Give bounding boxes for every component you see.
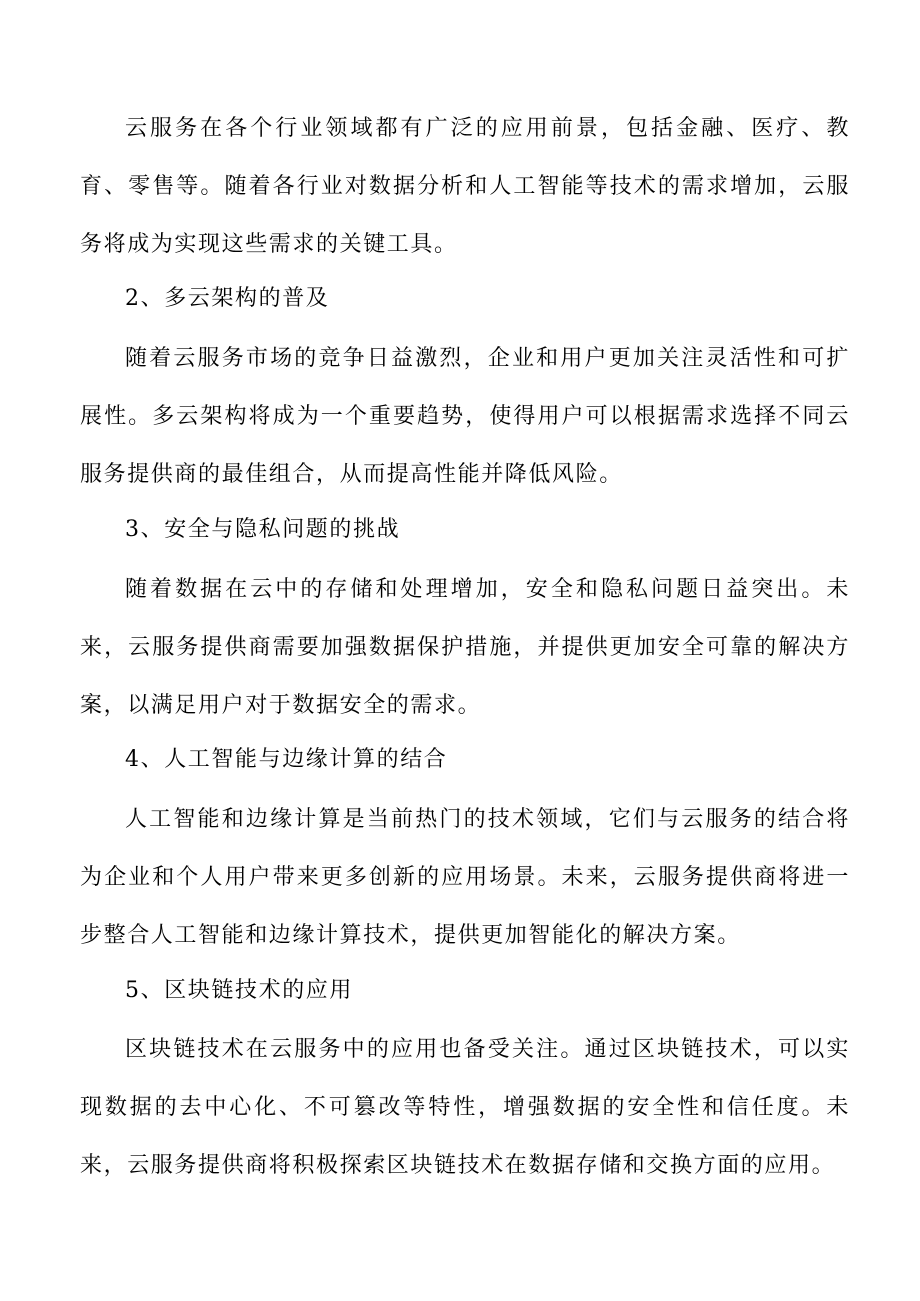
- paragraph-security-privacy: 随着数据在云中的存储和处理增加，安全和隐私问题日益突出。未来，云服务提供商需要加强数据保护措施，并提供更加安全可靠的解决方案，以满足用户对于数据安全的需求。: [80, 577, 850, 718]
- paragraph-multi-cloud: 随着云服务市场的竞争日益激烈，企业和用户更加关注灵活性和可扩展性。多云架构将成为一个重要趋势，使得用户可以根据需求选择不同云服务提供商的最佳组合，从而提高性能并降低风险。: [80, 346, 850, 487]
- paragraph-blockchain: 区块链技术在云服务中的应用也备受关注。通过区块链技术，可以实现数据的去中心化、不可篡改等特性，增强数据的安全性和信任度。未来，云服务提供商将积极探索区块链技术在数据存储和交换方面的应用。: [80, 1037, 850, 1178]
- heading-ai-edge: 4、人工智能与边缘计算的结合: [125, 747, 448, 772]
- heading-security-privacy: 3、安全与隐私问题的挑战: [125, 517, 401, 542]
- heading-blockchain: 5、区块链技术的应用: [125, 978, 353, 1003]
- paragraph-ai-edge: 人工智能和边缘计算是当前热门的技术领域，它们与云服务的结合将为企业和个人用户带来更多创新的应用场景。未来，云服务提供商将进一步整合人工智能和边缘计算技术，提供更加智能化的解决方案。: [80, 807, 850, 948]
- paragraph-cloud-applications: 云服务在各个行业领域都有广泛的应用前景，包括金融、医疗、教育、零售等。随着各行业对数据分析和人工智能等技术的需求增加，云服务将成为实现这些需求的关键工具。: [80, 116, 850, 257]
- heading-multi-cloud: 2、多云架构的普及: [125, 286, 330, 311]
